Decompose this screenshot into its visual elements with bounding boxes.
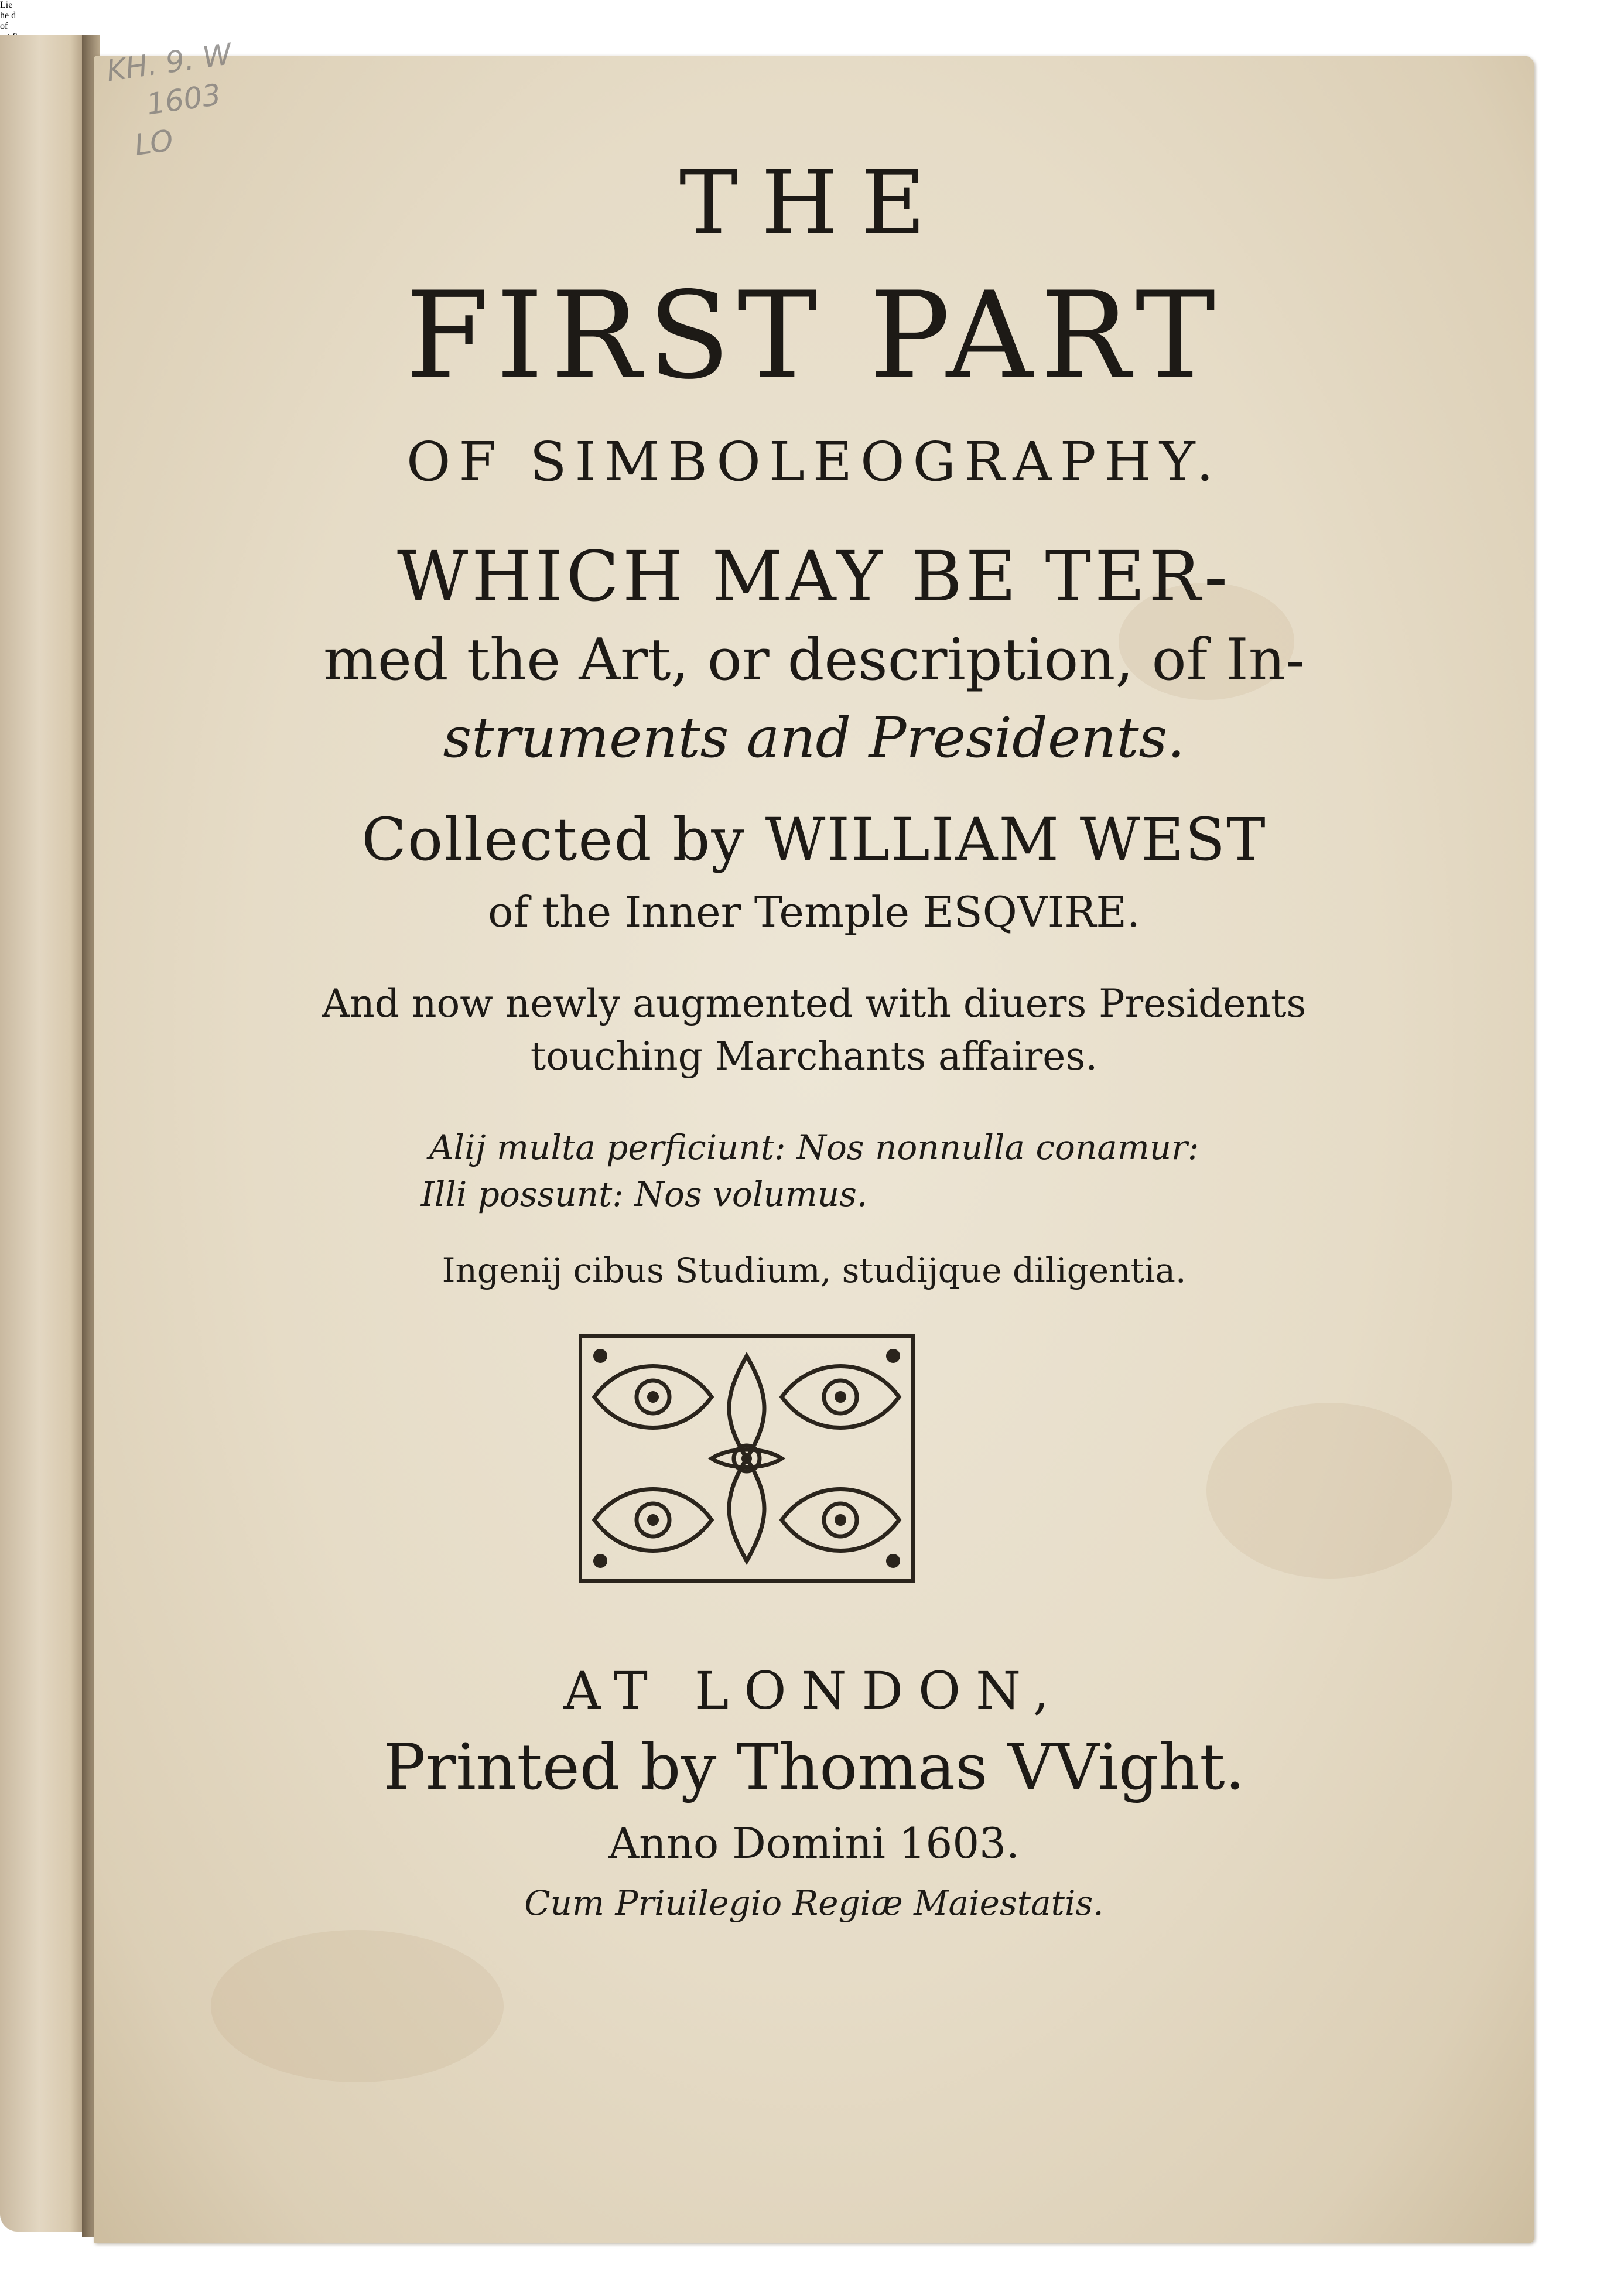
author-inner-temple: of the Inner Temple ESQVIRE. [488,887,1140,937]
imprint-printer: Printed by Thomas VVight. [383,1731,1245,1804]
printers-ornament-icon [577,1333,917,1584]
title-the: THE [679,152,949,254]
augmented-line-1: And now newly augmented with diuers Presidents [322,981,1307,1026]
pencil-shelfmark-note [104,31,271,167]
subtitle-struments: struments and Presidents. [443,706,1185,770]
augmented-line-2: touching Marchants affaires. [530,1034,1098,1079]
manuscript-line: Lie [0,0,13,10]
imprint-city: AT LONDON, [563,1661,1065,1721]
pencil-note-line: LO [132,123,176,162]
facing-page-left [0,35,88,2232]
latin-motto-3: Ingenij cibus Studium, studijque diligentia. [442,1251,1187,1290]
manuscript-line: he d [0,11,16,21]
subtitle-of-simboleography: OF SIMBOLEOGRAPHY. [406,431,1222,493]
pencil-note-line: KH. 9. W [104,37,234,88]
manuscript-line: of [0,21,8,31]
latin-motto-1: Alij multa perficiunt: Nos nonnulla conamur: [429,1128,1199,1167]
latin-motto-2: Illi possunt: Nos volumus. [420,1174,868,1214]
imprint-year: Anno Domini 1603. [608,1819,1020,1868]
paper-stain [211,1930,504,2082]
pencil-note-line: 1603 [144,77,223,122]
subtitle-med-the-art: med the Art, or description, of In- [323,627,1305,693]
subtitle-which-may-be-ter: WHICH MAY BE TER- [396,536,1232,617]
author-line: Collected by WILLIAM WEST [361,805,1267,874]
title-first-part: FIRST PART [405,267,1223,406]
imprint-privilege: Cum Priuilegio Regiæ Maiestatis. [524,1883,1104,1923]
paper-stain [1206,1403,1452,1579]
title-page [94,56,1534,2243]
